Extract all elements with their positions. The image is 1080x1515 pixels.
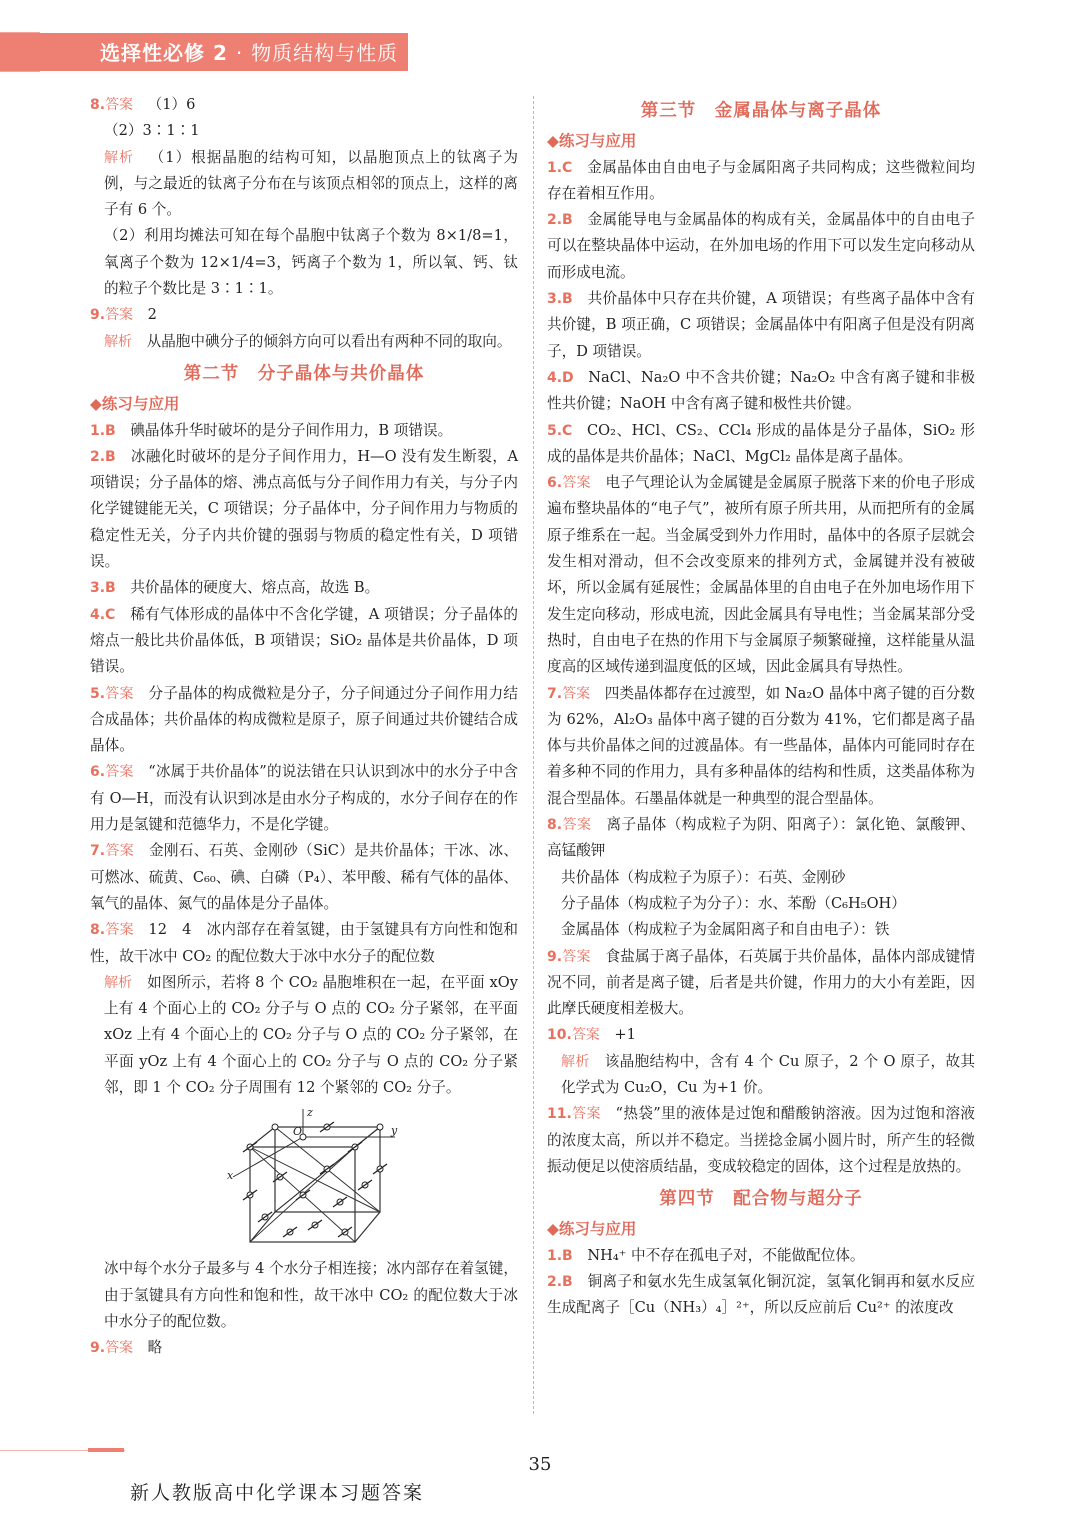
question-number: 7. <box>90 843 106 860</box>
answer-text: 碘晶体升华时破坏的是分子间作用力，B 项错误。 <box>130 421 453 439</box>
answer-paragraph <box>90 1335 518 1361</box>
answer-text: 略 <box>147 1339 163 1357</box>
answer-text: 金属能导电与金属晶体的构成有关，金属晶体中的自由电子可以在整块晶体中运动，在外加电场的作用下可以发生定向移动从而形成电流。 <box>547 211 975 281</box>
answer-paragraph <box>90 602 518 681</box>
question-number: 7. <box>547 685 563 702</box>
question-number: 9. <box>547 948 563 965</box>
answer-paragraph <box>547 1049 975 1102</box>
answer-label: 答案 <box>571 1027 600 1044</box>
section-heading: 第三节 金属晶体与离子晶体 <box>640 101 882 121</box>
question-number: 8. <box>547 817 563 834</box>
answer-text: 金属晶体由自由电子与金属阳离子共同构成；这些微粒间均存在着相互作用。 <box>547 158 975 202</box>
answer-label: 答案 <box>105 97 134 113</box>
answer-text: 该晶胞结构中，含有 4 个 Cu 原子，2 个 O 原子，故其化学式为 Cu₂O，Cu 为+1 价。 <box>561 1052 976 1096</box>
header-subject: 物质结构与性质 <box>251 41 399 65</box>
x-axis-label: x <box>227 1169 234 1183</box>
co2-stacked-cells-diagram <box>225 1107 405 1252</box>
answer-text: NaCl、Na₂O 中不含共价键；Na₂O₂ 中含有离子键和非极性共价键；NaOH 中含有离子键和极性共价键。 <box>547 368 975 413</box>
answer-label: 答案 <box>571 1106 601 1123</box>
answer-text: 共价晶体中只存在共价键，A 项错误；有些离子晶体中含有共价键，B 项正确，C 项错误；金属晶体中有阳离子但是没有阴离子，D 项错误。 <box>547 290 975 360</box>
answer-text: 冰中每个水分子最多与 4 个水分子相连接；冰内部存在着氢键，由于氢键具有方向性和饱和性，故干冰中 CO₂ 的配位数大于冰中水分子的配位数。 <box>104 1260 518 1330</box>
question-number: 4.D <box>547 369 574 386</box>
answer-text: 分子晶体的构成微粒是分子，分子间通过分子间作用力结合成晶体；共价晶体的构成微粒是原子，原子间通过共价键结合成晶体。 <box>90 684 518 755</box>
answer-paragraph <box>547 155 975 208</box>
answer-text: 共价晶体的硬度大、熔点高，故选 B。 <box>130 579 380 597</box>
answer-paragraph <box>547 917 975 943</box>
page-number: 35 <box>528 1454 552 1475</box>
header-title <box>100 37 398 66</box>
header-dot: · <box>235 41 244 65</box>
question-number: 5. <box>90 685 106 702</box>
answer-text: 食盐属于离子晶体，石英属于共价晶体，晶体内部成键情况不同，前者是离子键，后者是共价键，作用力的大小有差距，因此摩氏硬度相差极大。 <box>547 947 975 1018</box>
co2-molecule <box>272 1124 278 1130</box>
answer-text: NH₄⁺ 中不存在孤电子对，不能做配位体。 <box>587 1246 865 1264</box>
answer-label: 解析 <box>561 1053 590 1070</box>
answer-text: 四类晶体都存在过渡型，如 Na₂O 晶体中离子键的百分数为 62%，Al₂O₃ 晶体中离子键的百分数为 41%，它们都是离子晶体与共价晶体之间的过渡晶体。有一些晶体，晶体内可能同时存在着多种不同的作用力，具有多种晶体的结构和性质，这类晶体称为混合型晶体。石墨晶体就是一种典型的混合型晶体。 <box>547 684 975 807</box>
answer-paragraph <box>547 1269 975 1322</box>
answer-paragraph <box>547 365 975 418</box>
answer-paragraph <box>90 329 518 355</box>
answer-label: 解析 <box>104 974 133 991</box>
answer-paragraph <box>547 1101 975 1180</box>
answer-text: 稀有气体形成的晶体中不含化学键，A 项错误；分子晶体的熔点一般比共价晶体低，B 项错误；SiO₂ 晶体是共价晶体，D 项错误。 <box>90 605 518 676</box>
answer-paragraph <box>547 1022 975 1048</box>
question-number: 6. <box>90 764 106 781</box>
question-number: 8. <box>90 922 106 939</box>
practice-subheading: ◆练习与应用 <box>547 132 637 151</box>
answer-paragraph <box>90 118 518 144</box>
answer-text: +1 <box>614 1026 636 1044</box>
question-number: 1.B <box>547 1247 573 1264</box>
y-axis-label: y <box>391 1124 398 1138</box>
answer-paragraph <box>90 302 518 328</box>
answer-text: 分子晶体（构成粒子为分子）：水、苯酚（C₆H₅OH） <box>561 894 906 912</box>
answer-paragraph <box>90 1256 518 1335</box>
answer-paragraph <box>90 223 518 302</box>
question-number: 11. <box>547 1106 572 1123</box>
header-book: 选择性必修 2 <box>100 41 228 65</box>
z-axis-label: z <box>307 1107 313 1120</box>
section-heading: 第四节 配合物与超分子 <box>659 1189 863 1210</box>
origin-label: O <box>293 1125 303 1139</box>
answer-label: 答案 <box>105 685 134 702</box>
question-number: 1.B <box>90 422 116 439</box>
answer-text: 冰融化时破坏的是分子间作用力，H—O 没有发生断裂，A 项错误；分子晶体的熔、沸点高低与分子间作用力有关，与分子内化学键键能无关，C 项错误；分子晶体中，分子间作用力与物质的稳定性无关，分子内共价键的强弱与物质的稳定性有关，D 项错误。 <box>90 447 518 571</box>
answer-text: 从晶胞中碘分子的倾斜方向可以看出有两种不同的取向。 <box>146 332 512 350</box>
right-column <box>547 92 975 1322</box>
footer-title: 新人教版高中化学课本习题答案 <box>130 1482 425 1504</box>
answer-paragraph <box>547 865 975 891</box>
answer-paragraph <box>90 759 518 838</box>
answer-label: 答案 <box>562 475 591 492</box>
practice-subheading: ◆练习与应用 <box>547 1220 637 1239</box>
answer-paragraph <box>90 418 518 444</box>
question-number: 2.B <box>90 448 116 465</box>
answer-paragraph <box>547 812 975 865</box>
answer-paragraph <box>547 681 975 812</box>
co2-molecule <box>377 1124 383 1130</box>
answer-text: “热袋”里的液体是过饱和醋酸钠溶液。因为过饱和溶液的浓度太高，所以并不稳定。当搓捻金属小圆片时，所产生的轻微振动便足以使溶质结晶，变成较稳定的固体，这个过程是放热的。 <box>547 1105 976 1175</box>
answer-text: CO₂、HCl、CS₂、CCl₄ 形成的晶体是分子晶体，SiO₂ 形成的晶体是共价晶体；NaCl、MgCl₂ 晶体是离子晶体。 <box>547 421 975 465</box>
answer-label: 答案 <box>562 948 591 965</box>
answer-label: 答案 <box>105 922 134 939</box>
answer-paragraph <box>547 944 975 1023</box>
practice-subheading: ◆练习与应用 <box>90 395 180 414</box>
answer-paragraph <box>547 891 975 917</box>
answer-text: 如图所示，若将 8 个 CO₂ 晶胞堆积在一起，在平面 xOy 上有 4 个面心上的 CO₂ 分子与 O 点的 CO₂ 分子紧邻，在平面 xOz 上有 4 个面心上的 CO₂ 分子与 O 点的 CO₂ 分子紧邻，在平面 yOz 上有 4 个面心上的 CO₂ 分子与 O 点的 CO₂ 分子紧邻，即 1 个 CO₂ 分子周围有 12 个紧邻的 CO₂ 分子。 <box>104 973 518 1096</box>
answer-paragraph <box>547 286 975 365</box>
column-divider <box>533 96 534 1414</box>
answer-label: 解析 <box>104 333 132 350</box>
question-number: 8. <box>90 97 106 113</box>
answer-text: 金刚石、石英、金刚砂（SiC）是共价晶体；干冰、冰、可燃冰、硫黄、C₆₀、碘、白磷（P₄）、苯甲酸、稀有气体的晶体、氧气的晶体、氮气的晶体是分子晶体。 <box>90 842 518 912</box>
x-axis <box>233 1137 303 1177</box>
answer-text: 电子气理论认为金属键是金属原子脱落下来的价电子形成遍布整块晶体的“电子气”，被所有原子所共用，从而把所有的金属原子维系在一起。当金属受到外力作用时，晶体中的各原子层就会发生相对滑动，但不会改变原来的排列方式，金属键并没有被破坏，所以金属有延展性；金属晶体里的自由电子在外加电场作用下发生定向移动，形成电流，因此金属具有导电性；当金属某部分受热时，自由电子在热的作用下与金属原子频繁碰撞，这样能量从温度高的区域传递到温度低的区域，因此金属具有导热性。 <box>547 474 975 676</box>
answer-label: 解析 <box>104 149 135 166</box>
answer-paragraph <box>90 970 518 1101</box>
question-number: 3.B <box>547 291 573 308</box>
answer-paragraph <box>547 1243 975 1269</box>
answer-paragraph <box>547 207 975 286</box>
question-number: 9. <box>90 307 106 324</box>
answer-label: 答案 <box>105 307 134 324</box>
answer-text: （1）根据晶胞的结构可知，以晶胞顶点上的钛离子为例，与之最近的钛离子分布在与该顶点相邻的顶点上，这样的离子有 6 个。 <box>104 148 519 219</box>
question-number: 9. <box>90 1340 106 1357</box>
question-number: 4.C <box>90 606 116 623</box>
answer-text: 金属晶体（构成粒子为金属阳离子和自由电子）：铁 <box>561 921 890 939</box>
answer-text: “冰属于共价晶体”的说法错在只认识到冰中的水分子中含有 O—H，而没有认识到冰是由水分子构成的，水分子间存在的作用力是氢键和范德华力，不是化学键。 <box>90 763 518 834</box>
question-number: 5.C <box>547 422 573 439</box>
answer-paragraph <box>90 681 518 760</box>
question-number: 1.C <box>547 159 573 176</box>
answer-paragraph <box>90 838 518 917</box>
answer-paragraph <box>90 145 518 224</box>
answer-label: 答案 <box>105 843 135 860</box>
answer-text: 12 4 冰内部存在着氢键，由于氢键具有方向性和饱和性，故干冰中 CO₂ 的配位数大于冰中水分子的配位数 <box>90 921 519 965</box>
answer-label: 答案 <box>105 764 134 781</box>
answer-text: （2）利用均摊法可知在每个晶胞中钛离子个数为 8×1/8=1，氧离子个数为 12×1/4=3，钙离子个数为 1，所以氧、钙、钛的粒子个数比是 3∶1∶1。 <box>104 227 518 298</box>
left-column <box>90 92 518 1361</box>
answer-text: 2 <box>147 306 157 324</box>
answer-paragraph <box>547 470 975 680</box>
answer-text: （2）3∶1∶1 <box>104 122 200 140</box>
answer-label: 答案 <box>562 685 591 702</box>
answer-label: 答案 <box>105 1340 134 1357</box>
cube-edge <box>355 1212 380 1242</box>
answer-paragraph <box>90 917 518 970</box>
question-number: 2.B <box>547 1274 573 1291</box>
question-number: 3.B <box>90 580 116 597</box>
question-number: 6. <box>547 475 563 492</box>
answer-text: 离子晶体（构成粒子为阴、阳离子）：氯化铯、氯酸钾、高锰酸钾 <box>547 816 976 860</box>
question-number: 10. <box>547 1027 572 1044</box>
answer-text: （1）6 <box>147 96 196 113</box>
answer-label: 答案 <box>562 817 592 834</box>
answer-paragraph <box>90 575 518 601</box>
answer-paragraph <box>90 92 518 118</box>
question-number: 2.B <box>547 212 573 229</box>
answer-paragraph <box>547 418 975 471</box>
answer-paragraph <box>90 444 518 575</box>
answer-text: 铜离子和氨水先生成氢氧化铜沉淀，氢氧化铜再和氨水反应生成配离子［Cu（NH₃）₄］²⁺，所以反应前后 Cu²⁺ 的浓度改 <box>547 1273 975 1317</box>
answer-text: 共价晶体（构成粒子为原子）：石英、金刚砂 <box>561 868 846 886</box>
footer-accent-bar <box>88 1448 124 1452</box>
section-heading: 第二节 分子晶体与共价晶体 <box>183 363 425 384</box>
